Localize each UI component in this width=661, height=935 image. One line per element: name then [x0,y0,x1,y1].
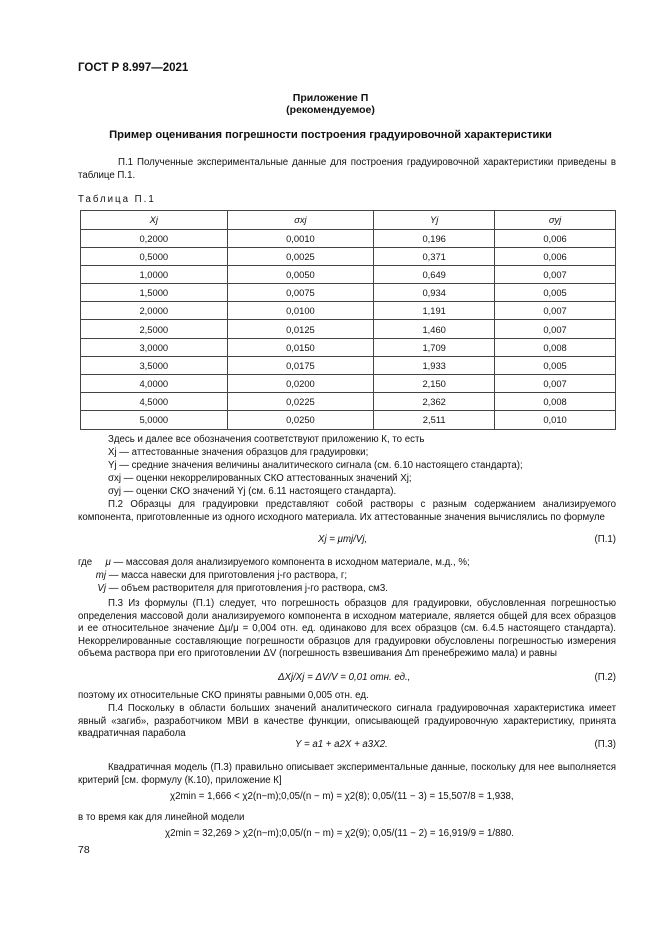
table-cell: 0,007 [495,375,616,393]
table-cell: 4,0000 [81,375,228,393]
notation-item: σxj — оценки некоррелированных СКО аттестованных значений Xj; [108,473,412,484]
standard-header: ГОСТ Р 8.997—2021 [78,62,189,74]
table-cell: 5,0000 [81,411,228,429]
col-header-xj: Xj [81,211,228,230]
table-cell: 0,649 [374,265,495,283]
table-row [81,284,616,302]
table-cell: 0,0050 [227,265,374,283]
table-cell: 0,0225 [227,393,374,411]
notation-item: σyj — оценки СКО значений Yj (см. 6.11 настоящего стандарта). [108,486,397,497]
col-header-sigma-xj: σxj [227,211,374,230]
where-symbol: Vj [97,583,106,594]
table-cell: 0,006 [495,229,616,247]
table-cell: 1,709 [374,338,495,356]
where-row [78,570,347,581]
table-cell: 0,007 [495,320,616,338]
where-row [78,583,388,594]
where-symbol: mj [95,570,106,581]
table-cell: 2,362 [374,393,495,411]
table-cell: 1,191 [374,302,495,320]
equation-chi-linear: χ2min = 32,269 > χ2(n−m);0,05/(n − m) = χ2(9); 0,05/(11 − 2) = 16,919/9 = 1/880. [165,828,514,839]
appendix-heading: Пример оценивания погрешности построения градуировочной характеристики [109,129,552,141]
notation-item: Yj — средние значения величины аналитического сигнала (см. 6.10 настоящего стандарта); [108,460,523,471]
table-row [81,356,616,374]
table-cell: 0,5000 [81,247,228,265]
table-cell: 0,008 [495,338,616,356]
table-cell: 0,007 [495,265,616,283]
table-cell: 0,934 [374,284,495,302]
table-cell: 0,0200 [227,375,374,393]
paragraph-p5: Квадратичная модель (П.3) правильно описывает экспериментальные данные, поскольку для нее выполняется критерий [см. формулу (К.10), приложение К] [78,762,616,786]
table-cell: 0,0175 [227,356,374,374]
table-cell: 1,933 [374,356,495,374]
table-cell: 3,5000 [81,356,228,374]
table-cell: 0,0125 [227,320,374,338]
table-cell: 0,0100 [227,302,374,320]
equation-p2: ΔXj/Xj = ΔV/V = 0,01 отн. ед., [278,672,411,683]
table-cell: 0,0075 [227,284,374,302]
table-cell: 0,0250 [227,411,374,429]
where-text: — массовая доля анализируемого компонента в исходном материале, м.д., %; [113,557,470,568]
table-cell: 0,006 [495,247,616,265]
table-cell: 0,007 [495,302,616,320]
table-cell: 0,005 [495,284,616,302]
table-cell: 0,008 [495,393,616,411]
paragraph-p3: П.3 Из формулы (П.1) следует, что погрешность образцов для градуировки, обусловленная погрешностью определения массовой доли анализируемого компонента в исходном материале, является общей для всех образцов и ее относительное значение Δμ/μ = 0,004 отн. ед. одинаково для всех образцов (см. 6.4.5 настоящего стандарта). Некоррелированные составляющие погрешности образцов для градуировки обусловлены погрешностью измерения объема раствора при его приготовлении ΔV (погрешность взвешивания Δm пренебрежимо мала) и равны [78,598,616,660]
table-cell: 2,150 [374,375,495,393]
table-cell: 1,0000 [81,265,228,283]
table-row [81,247,616,265]
equation-number-p2: (П.2) [594,672,616,683]
table-header-row [81,211,616,230]
equation-number-p1: (П.1) [594,534,616,545]
table-cell: 0,010 [495,411,616,429]
where-text: — объем растворителя для приготовления j-го раствора, см3. [108,583,388,594]
table-cell: 0,005 [495,356,616,374]
table-cell: 1,460 [374,320,495,338]
table-cell: 3,0000 [81,338,228,356]
where-text: — масса навески для приготовления j-го раствора, г; [108,570,348,581]
table-cell: 0,2000 [81,229,228,247]
paragraph-p4: П.4 Поскольку в области больших значений аналитического сигнала градуировочная характеристика имеет явный «загиб», разработчиком МВИ в качестве функции, описывающей градуировочную характеристику, принята квадратичная парабола [78,703,616,740]
table-row [81,320,616,338]
where-label: где [78,557,93,568]
equation-p3: Y = a1 + a2X + a3X2. [295,739,388,750]
paragraph-p3-tail: поэтому их относительные СКО приняты равными 0,005 отн. ед. [78,690,369,701]
table-caption: Таблица П.1 [78,194,156,205]
equation-number-p3: (П.3) [594,739,616,750]
equation-chi-quadratic: χ2min = 1,666 < χ2(n−m);0,05/(n − m) = χ2(8); 0,05/(11 − 3) = 15,507/8 = 1,938, [170,791,514,802]
table-row [81,229,616,247]
table-row [81,393,616,411]
table-cell: 2,0000 [81,302,228,320]
notation-item: Xj — аттестованные значения образцов для градуировки; [108,447,369,458]
table-row [81,338,616,356]
col-header-yj: Yj [374,211,495,230]
table-cell: 2,511 [374,411,495,429]
table-cell: 4,5000 [81,393,228,411]
appendix-subtitle: (рекомендуемое) [286,104,375,116]
appendix-title: Приложение П [292,92,369,104]
table-cell: 0,0025 [227,247,374,265]
table-cell: 0,0010 [227,229,374,247]
table-cell: 0,371 [374,247,495,265]
table-row [81,265,616,283]
where-symbol: μ [105,557,111,568]
table-cell: 1,5000 [81,284,228,302]
table-cell: 0,0150 [227,338,374,356]
col-header-sigma-yj: σyj [495,211,616,230]
page-number: 78 [78,844,90,856]
table-row [81,375,616,393]
table-cell: 0,196 [374,229,495,247]
paragraph-p2: П.2 Образцы для градуировки представляют собой растворы с разным содержанием анализируемого компонента, приготовленные из одного исходного материала. Их аттестованные значения вычислялись по формуле [78,499,616,523]
data-table [80,210,616,430]
paragraph-p6: в то время как для линейной модели [78,812,245,823]
paragraph-p1: П.1 Полученные экспериментальные данные для построения градуировочной характеристики приведены в таблице П.1. [78,157,616,181]
notation-intro: Здесь и далее все обозначения соответствуют приложению К, то есть [108,434,425,445]
table-row [81,302,616,320]
table-cell: 2,5000 [81,320,228,338]
equation-p1: Xj = μmj/Vj, [318,534,368,545]
where-row [78,557,470,568]
table-row [81,411,616,429]
